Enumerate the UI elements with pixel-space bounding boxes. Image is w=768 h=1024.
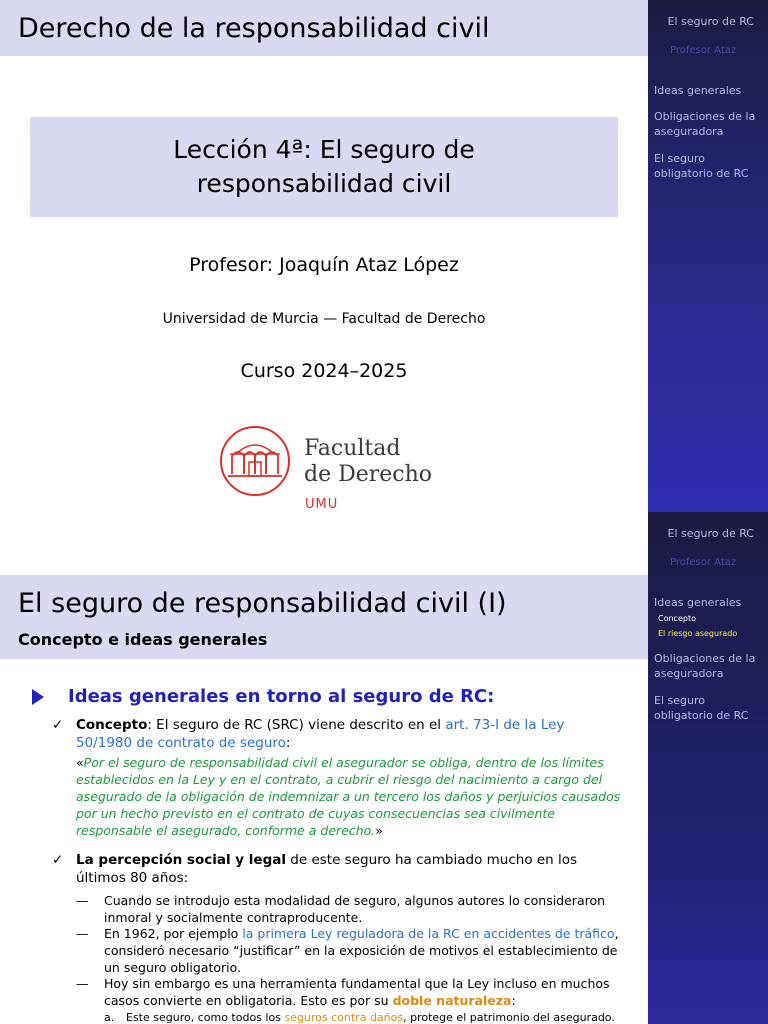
sub-item-3: — Hoy sin embargo es una herramienta fundamental que la Ley incluso en muchos casos convierte en obligatoria. Esto es por su doble naturaleza: [76,976,610,1008]
checkmark-icon: ✓ [52,852,64,868]
perception-item [52,851,622,887]
sub-item-1: — Cuando se introdujo esta modalidad de seguro, algunos autores lo consideraron inmoral y socialmente contraproducente. [76,893,606,925]
sidebar-title[interactable]: El seguro de RC [667,527,754,540]
sidebar-section-obligatorio[interactable]: El seguro obligatorio de RC [654,152,749,180]
sidebar-author: Profesor Ataz [670,45,737,56]
sidebar-sub-riesgo[interactable]: El riesgo asegurado [658,629,738,638]
quote-text: Por el seguro de responsabilidad civil el asegurador se obliga, dentro de los límites establecidos en la Ley y en el contrato, a cubrir el riesgo del nacimiento a cargo del asegurado de la obligación de indemnizar a un tercero los daños y perjuicios causados por un hecho previsto en el contrato de cuyas consecuencias sea civilmente responsable el asegurado, conforme a derecho. [76,755,621,838]
content-slide [0,512,768,1024]
enum-marker: a. [104,1011,115,1024]
triangle-bullet-icon [32,689,44,705]
logo-umu: UMU [305,497,339,512]
sidebar-section-ideas[interactable]: Ideas generales [654,84,742,97]
sidebar-section-ideas[interactable]: Ideas generales [654,596,742,609]
frame-subtitle: Concepto e ideas generales [18,630,268,649]
logo-text-line1: Facultad [304,436,401,461]
ley-trafico-link[interactable]: la primera Ley reguladora de la RC en accidentes de tráfico [242,926,615,941]
professor-name: Profesor: Joaquín Ataz López [189,254,459,276]
dash-icon: — [76,893,89,908]
perception-label: La percepción social y legal [76,852,286,868]
frame-title-bar [0,575,648,659]
perception-text: de este seguro ha cambiado mucho en los últimos 80 años: [76,852,578,886]
sidebar-section-obligatorio[interactable]: El seguro obligatorio de RC [654,694,749,722]
sidebar-title[interactable]: El seguro de RC [667,15,754,28]
doble-naturaleza-highlight: doble naturaleza [392,993,512,1008]
main-bullet-text: Ideas generales en torno al seguro de RC: [68,686,495,707]
concept-item: ✓ Concepto: El seguro de RC (SRC) viene descrito en el art. 73-I de la Ley 50/1980 de contrato de seguro: «Por el seguro de responsabilidad civil el asegurador se obliga, dentro de los límites establecidos en la Ley y en el contrato, a cubrir el riesgo del nacimiento a cargo del asegurado de la obligación de indemnizar a un tercero los daños y perjuicios causados por un hecho previsto en el contrato de cuyas consecuencias sea civilmente responsable el asegurado, conforme a derecho.» [52,717,621,838]
concept-text: : El seguro de RC (SRC) viene descrito en el [147,717,446,733]
course-year: Curso 2024–2025 [240,360,408,382]
art73-link[interactable]: art. 73-I de la Ley 50/1980 de contrato de seguro [76,717,565,751]
sidebar-author: Profesor Ataz [670,557,737,568]
navigation-sidebar [648,512,768,1024]
checkmark-icon: ✓ [52,717,64,733]
lesson-title-box [30,117,618,217]
faculty-emblem-icon [218,424,292,498]
sub-sub-item-a: a. Este seguro, como todos los seguros contra daños, protege el patrimonio del asegurado. [104,1011,615,1024]
main-bullet [32,686,494,707]
concept-label: Concepto [76,717,148,733]
frame-title: El seguro de responsabilidad civil (I) [18,588,507,619]
logo-text-line2: de Derecho [304,462,433,487]
sidebar-sub-concepto[interactable]: Concepto [658,614,696,623]
lesson-title: Lección 4ª: El seguro de responsabilidad civil [173,135,475,198]
frame-title: Derecho de la responsabilidad civil [18,13,490,44]
legal-quote: «Por el seguro de responsabilidad civil el asegurador se obliga, dentro de los límites establecidos en la Ley y en el contrato, a cubrir el riesgo del nacimiento a cargo del asegurado de la obligación de indemnizar a un tercero los daños y perjuicios causados por un hecho previsto en el contrato de cuyas consecuencias sea civilmente responsable el asegurado, conforme a derecho.» [76,755,621,838]
university-name: Universidad de Murcia — Facultad de Derecho [162,311,486,327]
seguros-danos-highlight: seguros contra daños [284,1011,404,1024]
faculty-logo [218,424,448,512]
navigation-sidebar [648,0,768,512]
dash-icon: — [76,976,89,991]
dash-icon: — [76,926,89,941]
sidebar-section-obligaciones[interactable]: Obligaciones de la aseguradora [654,652,756,680]
sub-item-2: — En 1962, por ejemplo la primera Ley reguladora de la RC en accidentes de tráfico, consideró necesario “justificar” en la exposición de motivos el establecimiento de un seguro obligatorio. [76,926,619,975]
sidebar-section-obligaciones[interactable]: Obligaciones de la aseguradora [654,110,756,138]
frame-title-bar [0,0,648,56]
